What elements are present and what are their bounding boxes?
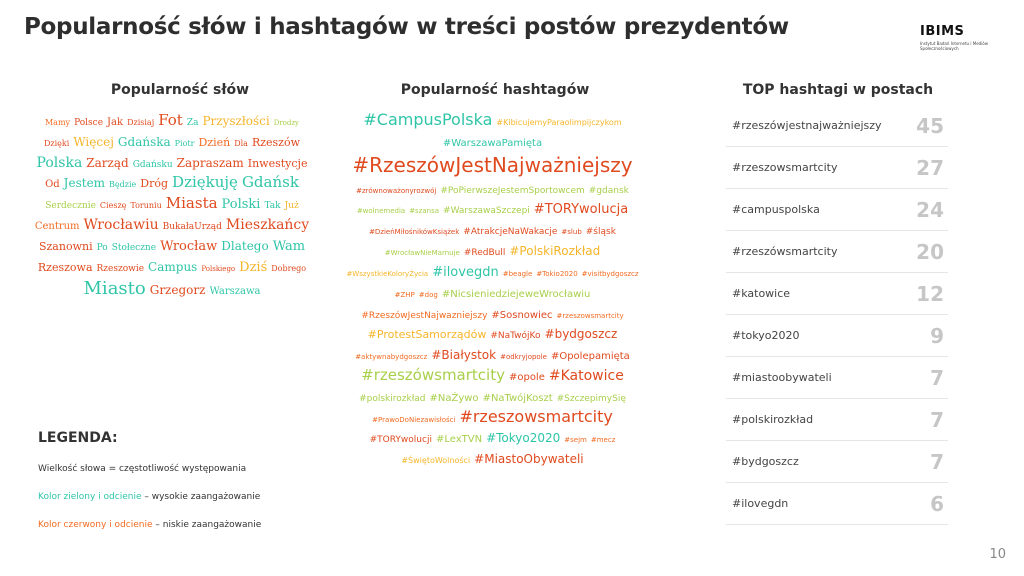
cloud-hashtag: #WszystkieKoloryŻycia: [346, 269, 429, 278]
top-hashtag-label: #tokyo2020: [732, 329, 800, 342]
cloud-word: Dziś: [239, 259, 268, 275]
cloud-hashtag: #ilovegdn: [432, 264, 499, 280]
top-hashtag-row: [726, 357, 948, 399]
cloud-hashtag: #NaŻywo: [429, 392, 479, 404]
logo-name: IBIMS: [920, 24, 965, 39]
top-hashtag-count: 24: [916, 197, 944, 222]
cloud-hashtag: #Tokyo2020: [486, 431, 561, 446]
cloud-word: Zarząd: [86, 155, 129, 170]
cloud-word: Wrocławiu: [83, 217, 159, 234]
cloud-word: Inwestycje: [247, 156, 308, 170]
cloud-hashtag: #śląsk: [585, 227, 616, 238]
cloud-word: Miasta: [165, 194, 218, 213]
cloud-hashtag: #PolskiRozkład: [509, 244, 601, 259]
ibims-logo: [920, 24, 1000, 64]
legend-red-line: [38, 520, 261, 530]
cloud-hashtag: #beagle: [502, 269, 533, 278]
cloud-word: Polski: [221, 197, 261, 213]
cloud-word: Dróg: [140, 177, 169, 191]
cloud-word: Wam: [272, 238, 306, 254]
cloud-word: Grzegorz: [149, 282, 206, 297]
top-hashtag-label: #campuspolska: [732, 203, 820, 216]
cloud-hashtag: #NicsieniedziejeweWrocławiu: [441, 288, 591, 300]
top-hashtag-row: [726, 147, 948, 189]
top-hashtag-row: [726, 483, 948, 525]
hashtags-column-title: Popularność hashtagów: [400, 82, 590, 98]
legend-green-text: – wysokie zaangażowanie: [141, 492, 261, 502]
cloud-word: Mieszkańcy: [225, 217, 310, 234]
top-hashtag-count: 45: [916, 113, 944, 138]
cloud-word: Tak: [264, 201, 281, 212]
cloud-word: Piotr: [174, 138, 195, 148]
cloud-hashtag: #sejm: [564, 436, 587, 445]
cloud-hashtag: #zrównoważonyrozwój: [356, 186, 437, 195]
cloud-hashtag: #ŚwiętoWolności: [401, 456, 471, 466]
cloud-word: Przyszłości: [202, 114, 270, 128]
top-hashtag-count: 7: [930, 365, 944, 390]
cloud-word: Po: [96, 242, 108, 253]
cloud-word: Warszawa: [209, 285, 261, 297]
cloud-word: Mamy: [44, 118, 71, 127]
cloud-hashtag: #Tokio2020: [536, 269, 578, 278]
cloud-word: Wrocław: [160, 238, 218, 254]
cloud-hashtag: #Katowice: [548, 367, 624, 384]
cloud-hashtag: #visitbydgoszcz: [581, 269, 639, 278]
cloud-word: Dobrego: [271, 263, 307, 273]
cloud-word: Polskiego: [201, 264, 236, 273]
top-hashtags-column-title: TOP hashtagi w postach: [742, 82, 934, 98]
cloud-word: Zapraszam: [176, 155, 244, 170]
cloud-hashtag: #ZHP: [394, 290, 415, 299]
cloud-hashtag: #polskirozkład: [359, 393, 426, 404]
cloud-hashtag: #gdansk: [588, 185, 629, 196]
cloud-hashtag: #RzeszówJestNajwazniejszy: [361, 310, 488, 321]
cloud-hashtag: #szansa: [409, 207, 440, 216]
top-hashtag-row: [726, 441, 948, 483]
cloud-hashtag: #RzeszówJestNajważniejszy: [352, 152, 633, 177]
cloud-hashtag: #rzeszówsmartcity: [361, 365, 505, 384]
cloud-hashtag: #odkryjopole: [500, 353, 547, 362]
cloud-word: Polsce: [74, 118, 104, 128]
cloud-hashtag: #LexTVN: [435, 434, 483, 446]
cloud-word: Szanowni: [38, 239, 93, 253]
top-hashtag-label: #miastoobywateli: [732, 371, 832, 384]
cloud-hashtag: #slub: [561, 228, 582, 237]
cloud-hashtag: #RedBull: [463, 248, 506, 259]
cloud-hashtag: #AtrakcjeNaWakacje: [463, 227, 558, 238]
cloud-word: Centrum: [34, 221, 80, 233]
hashtags-cloud: [340, 110, 645, 469]
cloud-word: Dla: [234, 138, 248, 148]
cloud-hashtag: #ProtestSamorządów: [367, 328, 487, 342]
cloud-hashtag: #NaTwójKo: [490, 331, 541, 342]
cloud-hashtag: #TORYwolucji: [369, 435, 432, 446]
cloud-word: Już: [284, 201, 299, 212]
cloud-hashtag: #rzeszowsmartcity: [459, 406, 613, 426]
legend: [38, 430, 261, 530]
top-hashtag-label: #rzeszówjestnajważniejszy: [732, 119, 882, 132]
logo-subtitle: Instytut Badań Internetu i Mediów Społecznościowych: [920, 41, 989, 51]
cloud-hashtag: #DzieńMiłośnikówKsiążek: [369, 228, 460, 237]
page-number: 10: [989, 547, 1006, 562]
cloud-hashtag: #PoPierwszeJestemSportowcem: [440, 185, 585, 196]
cloud-hashtag: #CampusPolska: [363, 110, 493, 129]
top-hashtag-label: #rzeszówsmartcity: [732, 245, 838, 258]
cloud-word: Rzeszowa: [37, 260, 93, 274]
cloud-word: Jestem: [63, 176, 106, 191]
top-hashtag-label: #ilovegdn: [732, 497, 789, 510]
slide-title: Popularność słów i hashtagów w treści postów prezydentów: [24, 14, 789, 40]
top-hashtag-count: 20: [916, 239, 944, 264]
cloud-hashtag: #aktywnabydgoszcz: [355, 353, 428, 362]
top-hashtag-count: 6: [930, 491, 944, 516]
cloud-hashtag: #Sosnowiec: [491, 309, 553, 321]
cloud-word: Dzięki: [43, 138, 70, 148]
cloud-word: BukałaUrząd: [162, 222, 222, 233]
legend-red-label: Kolor czerwony i odcienie: [38, 520, 153, 530]
cloud-hashtag: #PrawoDoNiezawisłości: [372, 415, 456, 424]
top-hashtags-list: [726, 105, 948, 525]
words-column-title: Popularność słów: [110, 82, 250, 98]
cloud-word: Od: [45, 179, 60, 191]
top-hashtag-row: [726, 315, 948, 357]
cloud-hashtag: #opole: [508, 371, 545, 383]
legend-green-line: [38, 492, 261, 502]
cloud-hashtag: #MiastoObywateli: [474, 452, 584, 467]
top-hashtag-row: [726, 273, 948, 315]
cloud-hashtag: #SzczepimySię: [556, 393, 626, 404]
cloud-hashtag: #rzeszowsmartcity: [556, 311, 624, 320]
cloud-hashtag: #bydgoszcz: [544, 327, 618, 342]
words-cloud: [32, 110, 312, 300]
cloud-word: Toruniu: [130, 201, 162, 211]
cloud-word: Miasto: [83, 277, 146, 299]
top-hashtag-count: 7: [930, 407, 944, 432]
top-hashtag-label: #bydgoszcz: [732, 455, 799, 468]
top-hashtag-label: #katowice: [732, 287, 791, 300]
cloud-word: Gdańsk: [241, 173, 299, 192]
cloud-hashtag: #Opolepamięta: [550, 351, 630, 363]
cloud-word: Dziękuję: [172, 173, 238, 192]
cloud-word: Rzeszowie: [96, 263, 145, 274]
top-hashtag-row: [726, 231, 948, 273]
legend-size-line: Wielkość słowa = częstotliwość występowania: [38, 464, 247, 474]
cloud-word: Za: [186, 118, 199, 128]
cloud-word: Gdańska: [117, 134, 171, 149]
cloud-hashtag: #mecz: [590, 436, 616, 445]
cloud-word: Campus: [148, 259, 198, 274]
top-hashtag-label: #polskirozkład: [732, 413, 814, 426]
top-hashtag-count: 7: [930, 449, 944, 474]
cloud-word: Dzień: [198, 135, 231, 149]
top-hashtag-row: [726, 189, 948, 231]
cloud-word: Fot: [158, 111, 183, 129]
cloud-word: Jak: [107, 117, 124, 128]
top-hashtag-count: 12: [916, 281, 944, 306]
top-hashtag-label: #rzeszowsmartcity: [732, 161, 838, 174]
cloud-hashtag: #NaTwójKoszt: [482, 392, 553, 404]
cloud-word: Rzeszów: [251, 135, 301, 149]
cloud-word: Więcej: [73, 134, 114, 149]
cloud-hashtag: #WrocławNieMarnuje: [384, 249, 460, 258]
cloud-hashtag: #WarszawaPamięta: [442, 137, 543, 149]
legend-title: LEGENDA:: [38, 430, 118, 446]
cloud-word: Stołeczne: [111, 242, 157, 253]
cloud-word: Będzie: [109, 180, 137, 190]
top-hashtag-count: 9: [930, 323, 944, 348]
cloud-word: Dlatego: [221, 238, 269, 253]
cloud-hashtag: #dog: [418, 290, 438, 299]
cloud-hashtag: #wolnemedia: [356, 207, 406, 216]
top-hashtag-count: 27: [916, 155, 944, 180]
cloud-word: Serdecznie: [45, 201, 96, 212]
cloud-hashtag: #KibicujemyParaolimpijczykom: [496, 118, 622, 127]
cloud-word: Polska: [36, 154, 83, 171]
cloud-word: Drodzy: [273, 119, 299, 127]
cloud-hashtag: #TORYwolucja: [533, 202, 629, 218]
cloud-hashtag: #WarszawaSzczepi: [443, 206, 530, 217]
cloud-word: Dzisiaj: [127, 118, 155, 127]
cloud-word: Cieszę: [99, 201, 127, 211]
top-hashtag-row: [726, 399, 948, 441]
legend-red-text: – niskie zaangażowanie: [152, 520, 262, 530]
cloud-word: Gdańsku: [132, 159, 173, 170]
top-hashtag-row: [726, 105, 948, 147]
cloud-hashtag: #Białystok: [431, 348, 497, 363]
legend-green-label: Kolor zielony i odcienie: [38, 492, 142, 502]
